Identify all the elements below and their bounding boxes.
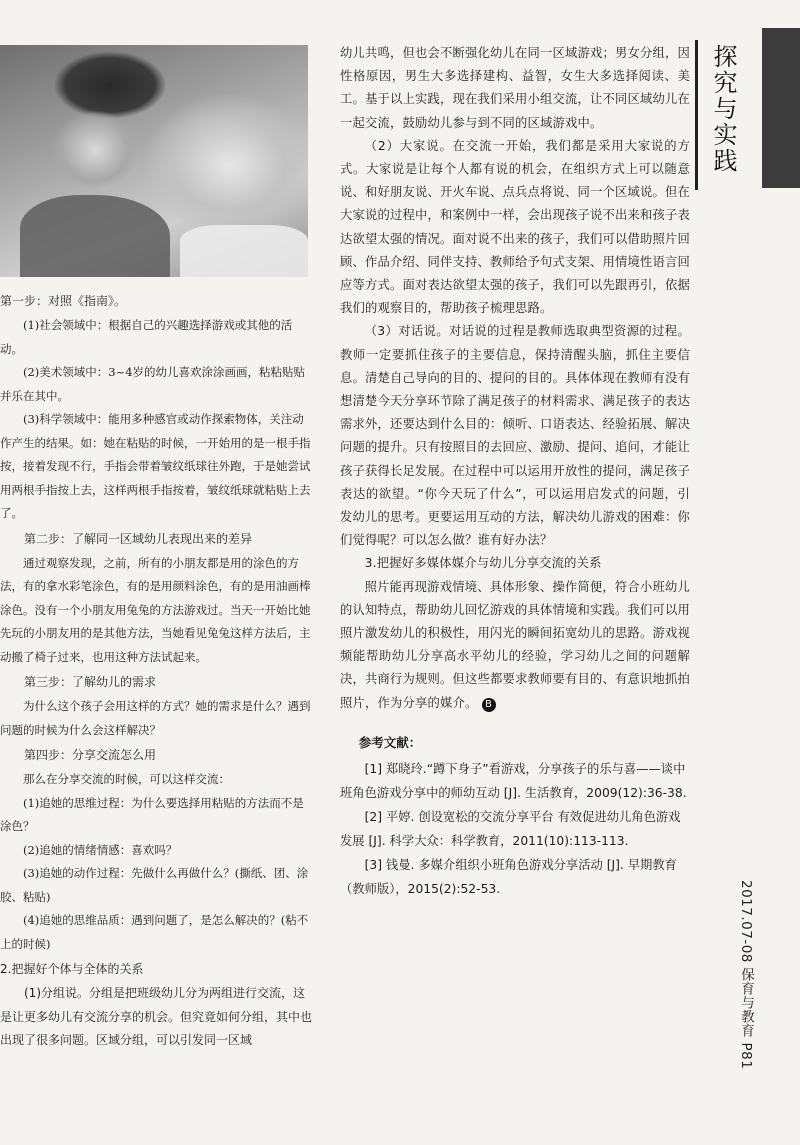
page-footer: 2017.07-08 保育与教育 P81 [738, 880, 754, 1070]
right-column [340, 42, 690, 901]
step3-text: 为什么这个孩子会用这样的方式？她的需求是什么？遇到问题的时候为什么会这样解决？ [0, 699, 311, 737]
reference-item: [3] 钱曼. 多媒介组织小班角色游戏分享活动 [J]. 早期教育（教师版），2015(2):52-53. [340, 857, 677, 896]
end-mark-icon: B [482, 698, 496, 712]
step3-title: 第三步：了解幼儿的需求 [24, 675, 157, 689]
step1-item: (2)美术领域中：3~4岁的幼儿喜欢涂涂画画，粘粘贴贴并乐在其中。 [0, 365, 306, 403]
paragraph [340, 576, 690, 715]
section2-title: 2.把握好个体与全体的关系 [0, 962, 144, 976]
section-badge [695, 40, 762, 190]
section-tab-bar [762, 28, 800, 188]
child-photo [0, 45, 308, 277]
step4-item: (1)追她的思维过程：为什么要选择用粘贴的方法而不是涂色？ [0, 795, 304, 833]
paragraph: 幼儿共鸣，但也会不断强化幼儿在同一区域游戏；男女分组，因性格原因，男生大多选择建构、益智，女生大多选择阅读、美工。基于以上实践，现在我们采用小组交流，让不同区域幼儿在一起交流，鼓励幼儿参与到不同的区域游戏中。 [340, 46, 690, 130]
step4-text: 那么在分享交流的时候，可以这样交流： [23, 772, 230, 786]
step1-title: 第一步：对照《指南》。 [0, 294, 127, 308]
step4-item: (2)追她的情绪情感：喜欢吗？ [23, 842, 178, 857]
step4-title: 第四步：分享交流怎么用 [24, 748, 157, 762]
step2-title: 第二步：了解同一区域幼儿表现出来的差异 [24, 531, 253, 546]
step2-text: 通过观察发现，之前，所有的小朋友都是用的涂色的方法，有的拿水彩笔涂色，有的是用颜料涂色，有的是用油画棒涂色。没有一个小朋友用兔兔的方法游戏过。当天一开始比她先玩的小朋友用的是其他方法，当她看见兔兔这样方法后，主动搬了椅子过来，也用这种方法试起来。 [0, 555, 311, 664]
step4-item: (3)追她的动作过程：先做什么再做什么？(撕纸、团、涂胶、粘贴) [0, 866, 309, 904]
section2-text: (1)分组说。分组是把班级幼儿分为两组进行交流，这是让更多幼儿有交流分享的机会。但究竟如何分组，其中也出现了很多问题。区域分组，可以引发同一区域 [0, 986, 313, 1047]
step1-item: (3)科学领域中：能用多种感官或动作探索物体，关注动作产生的结果。如：她在粘贴的时候，一开始用的是一根手指按，接着发现不行，手指会带着皱纹纸球往外跑，于是她尝试用两根手指按上去，这样两根手指按着，皱纹纸球就粘贴上去了。 [0, 412, 311, 520]
paragraph-text: 照片能再现游戏情境、具体形象、操作简便，符合小班幼儿的认知特点，帮助幼儿回忆游戏的具体情境和实践。我们可以用照片激发幼儿的积极性，用闪光的瞬间拓宽幼儿的思路。游戏视频能帮助幼儿分享高水平幼儿的经验，学习幼儿之间的问题解决，共商行为规则。但这些都要求教师要有目的、有意识地抓拍照片，作为分享的媒介。 [340, 579, 690, 710]
left-column [0, 288, 312, 1053]
section3-title: 3.把握好多媒体媒介与幼儿分享交流的关系 [364, 556, 602, 571]
step4-item: (4)追她的思维品质：遇到问题了，是怎么解决的？(粘不上的时候) [0, 913, 309, 951]
section-badge-label: 探究与实践 [709, 44, 737, 174]
photo-child-figure [20, 195, 170, 277]
paragraph: （2）大家说。在交流一开始，我们都是采用大家说的方式。大家说是让每个人都有说的机会，在组织方式上可以随意说、和好朋友说、开火车说、点兵点将说、同一个区域说。但在大家说的过程中，和案例中一样，会出现孩子说不出来和孩子表达欲望太强的情况。面对说不出来的孩子，我们可以借助照片回顾、作品介绍、同伴支持、教师给予句式支架、用情境性语言回应等方式。面对表达欲望太强的孩子，我们可以先跟再引，依据我们的观察目的，帮助孩子梳理思路。 [340, 138, 690, 316]
reference-item: [2] 平婷. 创设宽松的交流分享平台 有效促进幼儿角色游戏发展 [J]. 科学大众：科学教育，2011(10):113-113. [340, 809, 681, 848]
step1-item: (1)社会领域中：根据自己的兴趣选择游戏或其他的活动。 [0, 318, 293, 356]
photo-table-surface [180, 225, 308, 277]
reference-item: [1] 郑晓玲.“蹲下身子”看游戏，分享孩子的乐与喜——谈中班角色游戏分享中的师幼互动 [J]. 生活教育，2009(12):36-38. [340, 761, 687, 800]
references-title: 参考文献： [358, 734, 422, 750]
paragraph: （3）对话说。对话说的过程是教师选取典型资源的过程。教师一定要抓住孩子的主要信息，保持清醒头脑，抓住主要信息。清楚自己导向的目的、提问的目的。具体体现在教师有没有想清楚今天分享环节除了满足孩子的材料需求、满足孩子的表达需求外，还要达到什么目的：倾听、口语表达、经验拓展、解决问题的提升。只有按照目的去回应、激励、提问、追问，才能让孩子获得长足发展。在过程中可以运用开放性的提问，满足孩子表达的欲望。“你今天玩了什么”，可以运用启发式的问题，引发幼儿的思考。更要运用互动的方法，解决幼儿游戏的困难：你们觉得呢？可以怎么做？谁有好办法？ [340, 324, 690, 548]
